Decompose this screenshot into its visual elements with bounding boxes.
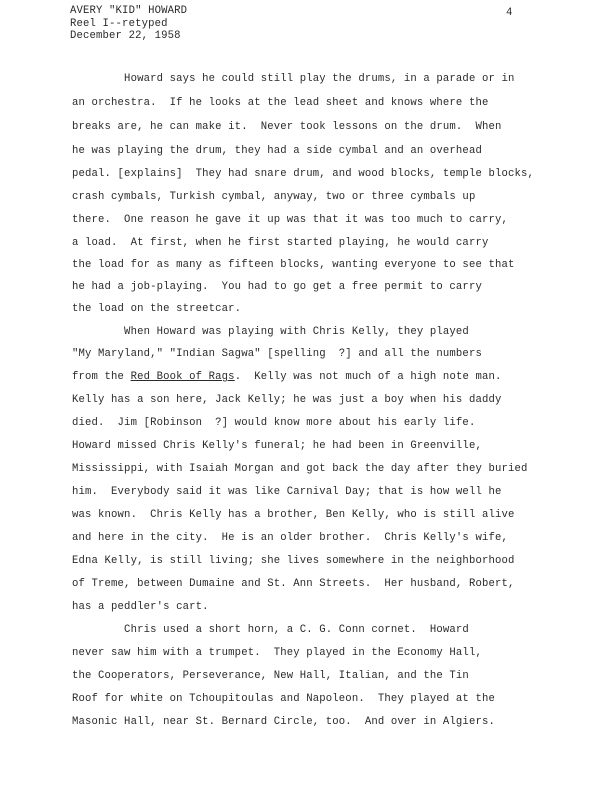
reel-label: Reel I--retyped: [70, 17, 168, 30]
text-line: he had a job-playing. You had to go get a free permit to carry: [72, 281, 482, 293]
text-line: there. One reason he gave it up was that it was too much to carry,: [72, 214, 508, 226]
text-line: Mississippi, with Isaiah Morgan and got back the day after they buried: [72, 463, 528, 475]
text-line: Edna Kelly, is still living; she lives somewhere in the neighborhood: [72, 555, 515, 567]
text-line: the Cooperators, Perseverance, New Hall, Italian, and the Tin: [72, 670, 469, 682]
text-line: he was playing the drum, they had a side cymbal and an overhead: [72, 145, 482, 157]
text-line: was known. Chris Kelly has a brother, Ben Kelly, who is still alive: [72, 509, 515, 521]
page-number: 4: [506, 7, 513, 19]
text-line: pedal. [explains] They had snare drum, and wood blocks, temple blocks,: [72, 168, 535, 180]
text-segment: . Kelly was not much of a high note man.: [234, 371, 502, 383]
interview-date: December 22, 1958: [70, 30, 181, 42]
text-line: When Howard was playing with Chris Kelly, they played: [72, 326, 469, 338]
document-header: [70, 5, 187, 43]
text-line: a load. At first, when he first started playing, he would carry: [72, 237, 489, 249]
text-line: crash cymbals, Turkish cymbal, anyway, two or three cymbals up: [72, 191, 476, 203]
text-line: never saw him with a trumpet. They played in the Economy Hall,: [72, 647, 482, 659]
text-line: Howard missed Chris Kelly's funeral; he had been in Greenville,: [72, 440, 482, 452]
text-line: him. Everybody said it was like Carnival Day; that is how well he: [72, 486, 502, 498]
interviewee-name: AVERY "KID" HOWARD: [70, 5, 188, 17]
text-segment: from the: [72, 371, 131, 383]
text-line: Howard says he could still play the drums, in a parade or in: [72, 73, 515, 85]
text-line-with-title: [72, 370, 502, 384]
text-line: died. Jim [Robinson ?] would know more about his early life.: [72, 417, 476, 429]
text-line: breaks are, he can make it. Never took lessons on the drum. When: [72, 121, 502, 133]
text-line: an orchestra. If he looks at the lead sheet and knows where the: [72, 97, 489, 109]
text-line: Kelly has a son here, Jack Kelly; he was just a boy when his daddy: [72, 394, 502, 406]
book-title: Red Book of Rags: [130, 371, 235, 383]
text-line: the load on the streetcar.: [72, 303, 242, 315]
text-line: has a peddler's cart.: [72, 601, 209, 613]
text-line: "My Maryland," "Indian Sagwa" [spelling ?] and all the numbers: [72, 348, 482, 360]
text-line: and here in the city. He is an older brother. Chris Kelly's wife,: [72, 532, 508, 544]
text-line: Roof for white on Tchoupitoulas and Napoleon. They played at the: [72, 693, 495, 705]
text-line: the load for as many as fifteen blocks, wanting everyone to see that: [72, 259, 515, 271]
text-line: Chris used a short horn, a C. G. Conn cornet. Howard: [72, 624, 469, 636]
text-line: of Treme, between Dumaine and St. Ann Streets. Her husband, Robert,: [72, 578, 515, 590]
text-line: Masonic Hall, near St. Bernard Circle, too. And over in Algiers.: [72, 716, 495, 728]
